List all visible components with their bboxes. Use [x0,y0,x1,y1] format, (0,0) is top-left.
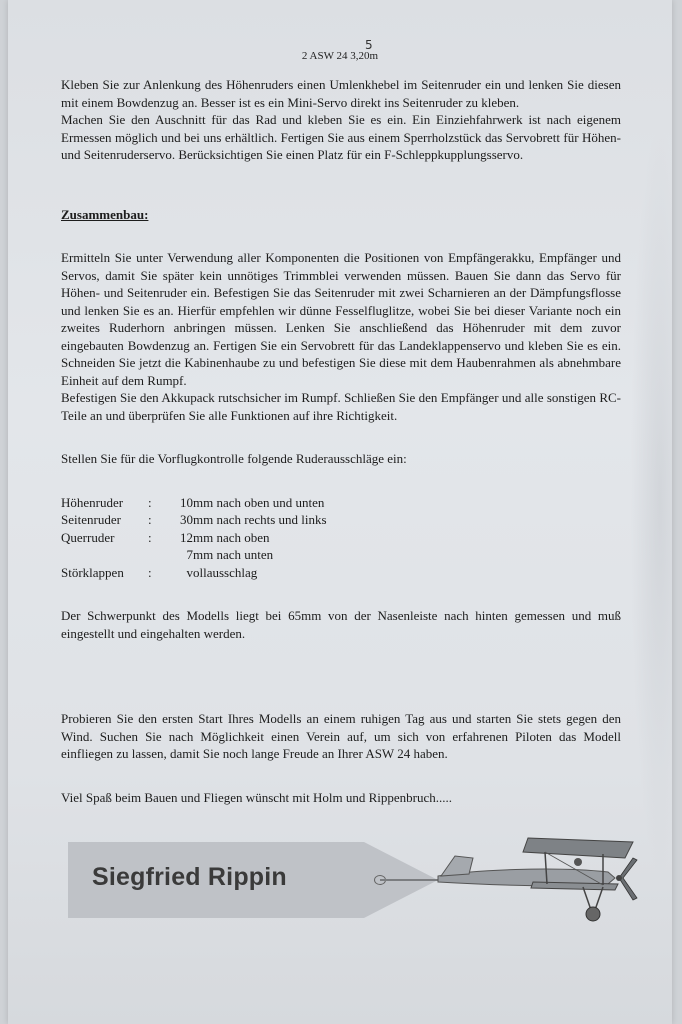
setting-value: vollausschlag [180,564,258,580]
handwritten-page-mark: 5 [365,38,373,52]
tow-rope [380,879,440,881]
table-row [61,546,327,564]
table-row [61,529,327,547]
page-header [8,38,672,62]
biplane-icon [433,832,648,932]
setting-name [61,546,148,564]
setting-sep: : [148,564,152,580]
document-page [8,0,672,1024]
header-line: 2 ASW 24 3,20m [301,50,379,62]
setting-sep [148,546,180,564]
paragraph-tail-linkage: Kleben Sie zur Anlenkung des Höhenruders einen Umlenkhebel im Seitenruder ein und lenken Sie diesen mit einem Bowdenzug an. Besser ist es ein Mini-Servo direkt ins Seitenruder zu kleben. [61,77,621,110]
setting-name: Störklappen [61,564,124,580]
setting-value: 12mm nach oben [180,529,270,545]
background-watermark [630,120,672,880]
control-throws-table [61,494,327,582]
setting-value: 30mm nach rechts und links [180,512,327,527]
setting-name: Seitenruder [61,512,121,527]
setting-name: Höhenruder [61,494,124,510]
paragraph-first-flight: Probieren Sie den ersten Start Ihres Modells an einem ruhigen Tag aus und starten Sie stets gegen den Wind. Suchen Sie nach Möglichkeit einen Verein auf, um sich von erfahrenen Piloten das Modell einfliegen zu lassen, damit Sie noch lange Freude an Ihrer ASW 24 haben. [61,711,621,761]
paragraph-preflight-intro: Stellen Sie für die Vorflugkontrolle folgende Ruderausschläge ein: [61,451,407,466]
setting-value: 7mm nach unten [180,547,274,562]
paragraph-closing: Viel Spaß beim Bauen und Fliegen wünscht mit Holm und Rippenbruch..... [61,789,452,805]
setting-value: 10mm nach oben und unten [180,494,325,510]
setting-sep: : [148,494,152,510]
paragraph-assembly: Ermitteln Sie unter Verwendung aller Komponenten die Positionen von Empfängerakku, Empfänger und Servos, damit Sie später kein unnötiges Trimmblei verwenden müssen. Bauen Sie dann das Servo für Höhen- und Seitenruder ein. Befestigen Sie das Seitenruder mit zwei Scharnieren an der Dämpfungsflosse und lenken Sie es an. Hierfür empfehlen wir dünne Fesselfluglitze, wobei Sie bei dieser Variante noch ein zweites Ruderhorn anbringen müssen. Lenken Sie anschließend das Höhenruder mit dem zuvor eingebauten Bowdenzug an. Fertigen Sie ein Servobrett für das Landeklappenservo und kleben Sie es ein. Schneiden Sie jetzt die Kabinenhaube zu und befestigen Sie diese mit dem Haubenrahmen als abnehmbare Einheit auf dem Rumpf. [61,250,621,388]
paragraph-center-of-gravity: Der Schwerpunkt des Modells liegt bei 65mm von der Nasenleiste nach hinten gemessen und muß eingestellt und eingehalten werden. [61,608,621,641]
setting-sep: : [148,512,152,527]
table-row [61,564,327,582]
paragraph-battery: Befestigen Sie den Akkupack rutschsicher im Rumpf. Schließen Sie den Empfänger und alle sonstigen RC-Teile an und überprüfen Sie alle Funktionen auf ihre Richtigkeit. [61,390,621,423]
table-row [61,511,327,529]
setting-name: Querruder [61,529,115,545]
paragraph-wheel-servo: Machen Sie den Auschnitt für das Rad und kleben Sie es ein. Ein Einziehfahrwerk ist nach eigenem Ermessen möglich und bei uns erhältlich. Fertigen Sie aus einem Sperrholzstück das Servobrett für Höhen- und Seitenruderservo. Berücksichtigen Sie einen Platz für ein F-Schleppkupplungsservo. [61,112,621,162]
banner-name: Siegfried Rippin [92,863,287,891]
section-heading: Zusammenbau: [61,206,149,222]
signature-banner [68,840,648,925]
document-body [61,76,621,806]
table-row [61,494,327,512]
setting-sep: : [148,529,152,545]
